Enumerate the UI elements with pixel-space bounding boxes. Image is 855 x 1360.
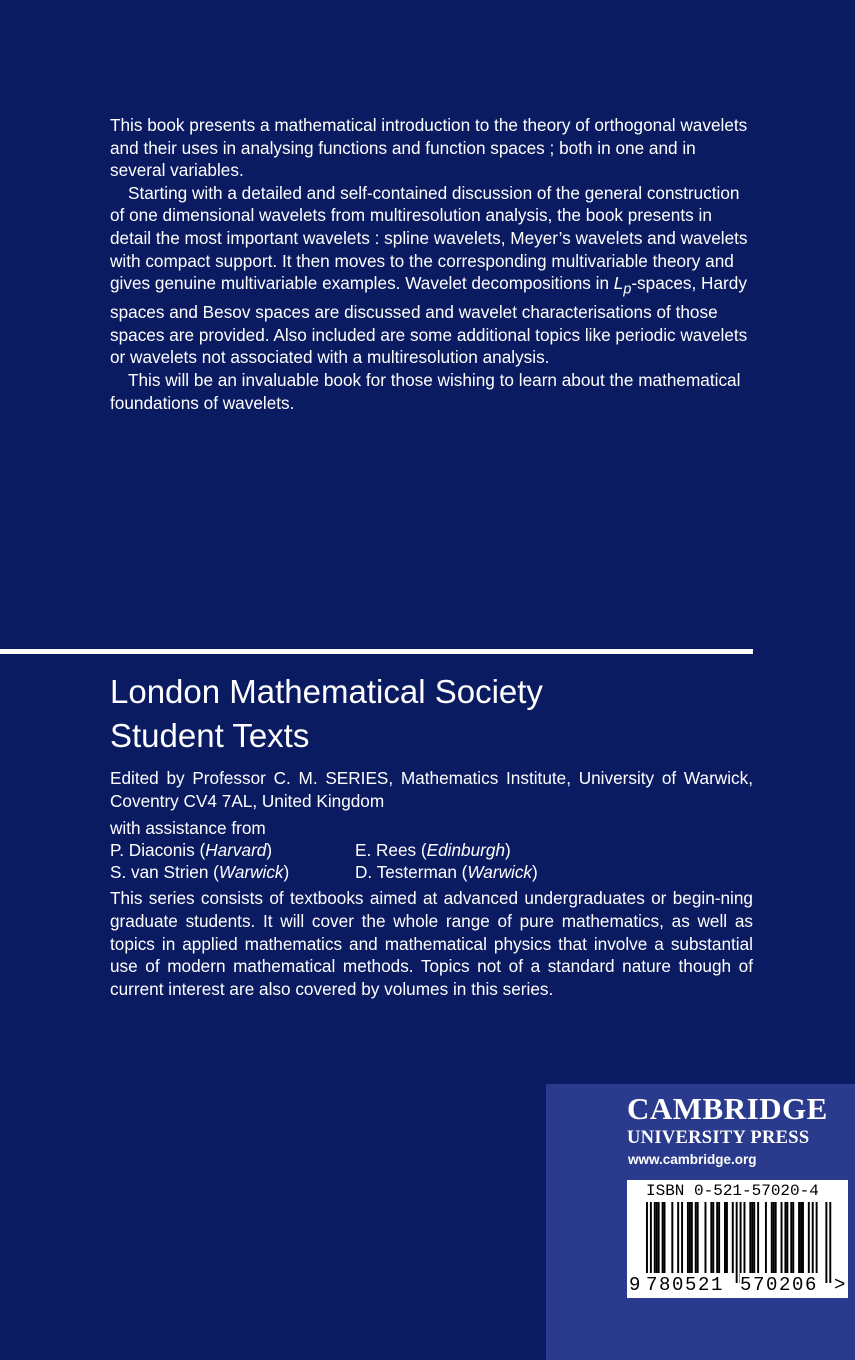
barcode-bar xyxy=(687,1202,689,1273)
barcode-bar xyxy=(816,1202,818,1273)
assistant-name: D. Testerman xyxy=(355,862,457,882)
barcode-bar xyxy=(656,1202,658,1273)
barcode-bar xyxy=(724,1202,726,1273)
barcode-bar xyxy=(662,1202,664,1273)
publisher-url: www.cambridge.org xyxy=(628,1152,757,1167)
barcode-bar xyxy=(786,1202,788,1273)
assistant-affiliation: Warwick xyxy=(467,862,533,882)
assistant-name: P. Diaconis xyxy=(110,840,195,860)
barcode-bar xyxy=(800,1202,802,1273)
barcode-bar xyxy=(784,1202,786,1273)
assistant-editor: D. Testerman (Warwick) xyxy=(355,862,538,882)
book-description xyxy=(110,114,755,414)
assistant-affiliation: Edinburgh xyxy=(426,840,505,860)
barcode-guard-bar xyxy=(825,1202,827,1283)
barcode-bar xyxy=(812,1202,814,1273)
barcode-guard-bar xyxy=(829,1202,831,1283)
barcode-bar xyxy=(677,1202,679,1273)
barcode-bar xyxy=(757,1202,759,1273)
barcode-bar xyxy=(664,1202,666,1273)
barcode-guard-bar xyxy=(736,1202,738,1283)
assistant-affiliation: Harvard xyxy=(205,840,267,860)
assistant-editor: S. van Strien (Warwick) xyxy=(110,862,290,882)
assistant-name: E. Rees xyxy=(355,840,417,860)
series-title-line-2: Student Texts xyxy=(110,717,310,754)
barcode-bar xyxy=(689,1202,691,1273)
barcode-bar xyxy=(744,1202,746,1273)
barcode-bar xyxy=(802,1202,804,1273)
assistant-editor: P. Diaconis (Harvard) xyxy=(110,840,273,860)
description-paragraph-2-end: -spaces, Hardy spaces and Besov spaces are discussed and wavelet characterisations of those spaces are provided. Also included are some additional topics like periodic wavelets or wavelets not associated with a multiresolution analysis. xyxy=(110,273,748,368)
barcode-bar xyxy=(695,1202,697,1273)
barcode-bar xyxy=(697,1202,699,1273)
assistance-label: with assistance from xyxy=(110,818,266,838)
ean-digits xyxy=(627,1273,848,1297)
assistant-affiliation: Warwick xyxy=(218,862,284,882)
assistant-name: S. van Strien xyxy=(110,862,209,882)
barcode-bar xyxy=(790,1202,792,1273)
series-title-line-1: London Mathematical Society xyxy=(110,673,543,710)
barcode-bar xyxy=(775,1202,777,1273)
barcode-bar xyxy=(732,1202,734,1273)
publisher-press: UNIVERSITY PRESS xyxy=(627,1128,810,1148)
barcode-bar xyxy=(658,1202,660,1273)
lp-symbol-p: p xyxy=(623,281,632,298)
ean-quiet-zone-mark: > xyxy=(834,1274,848,1296)
barcode-bar xyxy=(681,1202,683,1273)
barcode-bar xyxy=(654,1202,656,1273)
barcode-guard-bar xyxy=(646,1202,648,1283)
ean-first-digit: 9 xyxy=(629,1274,643,1296)
barcode-bar xyxy=(751,1202,753,1273)
barcode-bar xyxy=(716,1202,718,1273)
barcode-guard-bar xyxy=(740,1202,742,1283)
series-description: This series consists of textbooks aimed at advanced undergraduates or begin-ning graduate students. It will cover the whole range of pure mathematics, as well as topics in applied mathematics and mathematical physics that involve a substantial use of modern mathematical methods. Topics not of a standard nature though of current interest are also covered by volumes in this series. xyxy=(110,888,753,1000)
description-paragraph-2-start: Starting with a detailed and self-contained discussion of the general construction of one dimensional wavelets from multiresolution analysis, the book presents in detail the most important wavelets : spline wavelets, Meyer’s wavelets and wavelets with compact support. It then moves to the corresponding multivariable theory and gives genuine multivariable examples. Wavelet decompositions in xyxy=(110,182,748,294)
barcode-bar xyxy=(671,1202,673,1273)
barcode-bar xyxy=(718,1202,720,1273)
lp-symbol-l: L xyxy=(613,273,624,294)
barcode-bar xyxy=(710,1202,712,1273)
isbn-barcode xyxy=(627,1180,848,1298)
barcode-bar xyxy=(765,1202,767,1273)
barcode-bar xyxy=(792,1202,794,1273)
barcode-bar xyxy=(773,1202,775,1273)
barcode-bar xyxy=(749,1202,751,1273)
barcode-bar xyxy=(753,1202,755,1273)
barcode-bar xyxy=(712,1202,714,1273)
barcode-bar xyxy=(726,1202,728,1273)
publisher-name: CAMBRIDGE xyxy=(627,1091,828,1126)
ean-right-digits: 570206 xyxy=(740,1274,819,1296)
isbn-number: ISBN 0-521-57020-4 xyxy=(646,1182,819,1200)
publisher-panel xyxy=(546,1084,855,1360)
barcode-bar xyxy=(808,1202,810,1273)
divider-rule xyxy=(0,649,753,654)
ean-left-digits: 780521 xyxy=(646,1274,725,1296)
barcode-bar xyxy=(798,1202,800,1273)
description-paragraph-2 xyxy=(110,182,755,369)
assistant-editor: E. Rees (Edinburgh) xyxy=(355,840,511,860)
description-paragraph-1: This book presents a mathematical introduction to the theory of orthogonal wavelets and their uses in analysing functions and function spaces ; both in one and in several variables. xyxy=(110,115,748,181)
barcode-bar xyxy=(771,1202,773,1273)
barcode-bar xyxy=(705,1202,707,1273)
barcode-guard-bar xyxy=(650,1202,652,1283)
barcode-bar xyxy=(691,1202,693,1273)
barcode-bar xyxy=(781,1202,783,1273)
series-title xyxy=(110,670,750,758)
series-editor: Edited by Professor C. M. SERIES, Mathematics Institute, University of Warwick, Coventry CV4 7AL, United Kingdom xyxy=(110,768,753,811)
description-paragraph-3: This will be an invaluable book for those wishing to learn about the mathematical foundations of wavelets. xyxy=(110,369,741,413)
